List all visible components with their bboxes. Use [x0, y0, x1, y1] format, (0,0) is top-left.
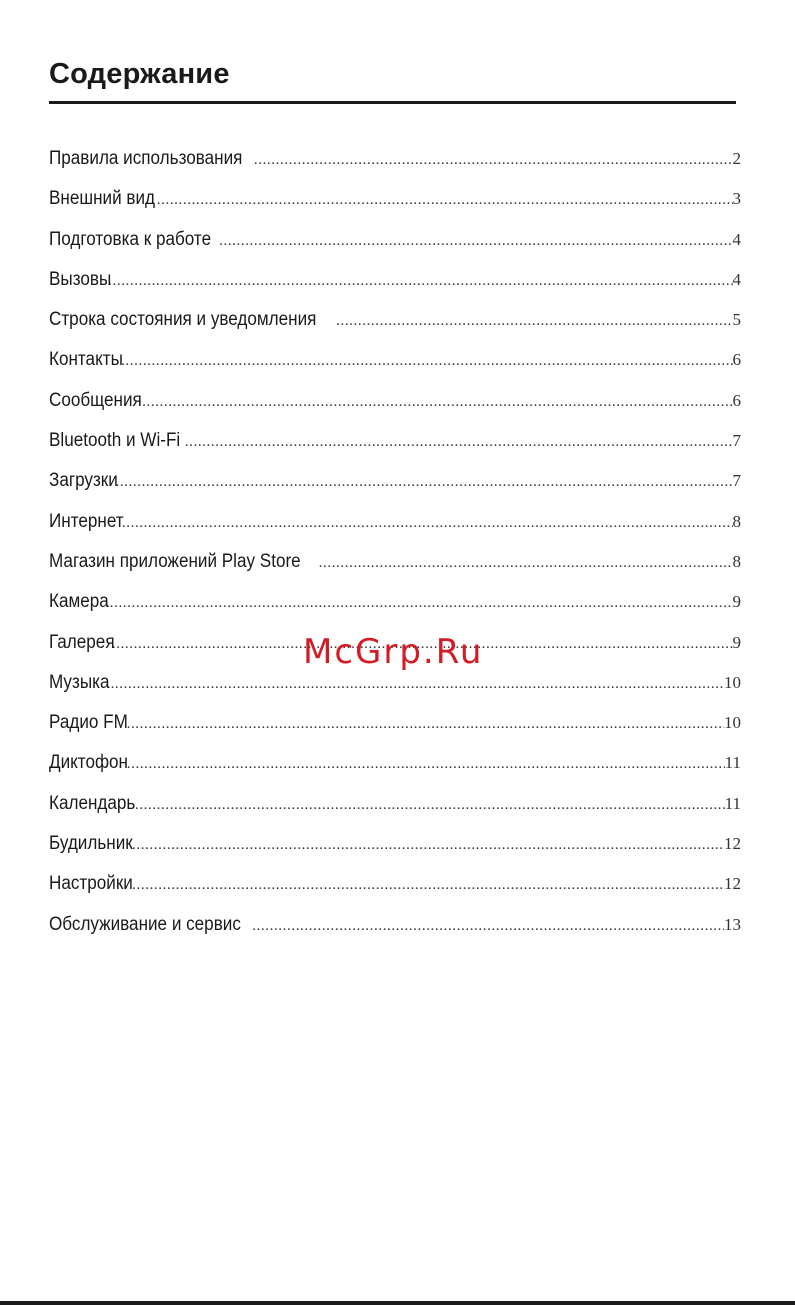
- toc-entry-label: Календарь: [49, 792, 136, 814]
- toc-entry[interactable]: [49, 747, 741, 787]
- toc-entry-label: Сообщения: [49, 389, 142, 411]
- toc-entry-label: Музыка: [49, 671, 110, 693]
- toc-entry-label: Радио FM: [49, 712, 128, 734]
- toc-entry[interactable]: [49, 143, 741, 183]
- bottom-border: [0, 1301, 795, 1305]
- toc-entry-label: Bluetooth и Wi-Fi: [49, 430, 181, 452]
- toc-dot-leader: [132, 829, 724, 861]
- toc-entry[interactable]: [49, 224, 741, 264]
- toc-dot-leader: [252, 910, 724, 942]
- toc-entry-label: Интернет: [49, 510, 124, 532]
- toc-entry-page: 4: [732, 269, 741, 289]
- toc-entry-label: Галерея: [49, 631, 115, 653]
- toc-entry-page: 4: [732, 229, 741, 249]
- toc-dot-leader: [254, 144, 733, 176]
- toc-dot-leader: [132, 869, 724, 901]
- toc-entry[interactable]: [49, 425, 741, 465]
- toc-entry-page: 9: [732, 632, 741, 652]
- toc-dot-leader: [135, 789, 725, 821]
- toc-entry-label: Диктофон: [49, 752, 128, 774]
- toc-entry[interactable]: [49, 788, 741, 828]
- toc-dot-leader: [121, 345, 732, 377]
- toc-entry-label: Правила использования: [49, 148, 243, 169]
- toc-dot-leader: [108, 265, 732, 297]
- toc-entry-page: 7: [732, 431, 741, 451]
- toc-entry-label: Будильник: [49, 833, 133, 855]
- toc-entry[interactable]: [49, 385, 741, 425]
- toc-dot-leader: [122, 507, 733, 539]
- toc-dot-leader: [319, 547, 733, 579]
- toc-entry[interactable]: [49, 546, 741, 586]
- toc-entry-page: 5: [732, 310, 741, 330]
- toc-entry-page: 11: [724, 753, 741, 773]
- toc-entry-label: Магазин приложений Play Store: [49, 550, 301, 572]
- toc-entry-page: 8: [732, 511, 741, 531]
- toc-dot-leader: [185, 426, 733, 458]
- toc-entry[interactable]: [49, 909, 741, 949]
- toc-entry-label: Обслуживание и сервис: [49, 913, 241, 935]
- toc-entry-page: 9: [732, 592, 741, 612]
- toc-entry-page: 11: [724, 793, 741, 813]
- toc-dot-leader: [157, 184, 733, 216]
- toc-entry-label: Внешний вид: [49, 188, 156, 210]
- toc-entry-label: Подготовка к работе: [49, 228, 212, 250]
- toc-entry[interactable]: [49, 506, 741, 546]
- toc-entry-label: Строка состояния и уведомления: [49, 309, 317, 331]
- toc-entry[interactable]: [49, 344, 741, 384]
- toc-entry-label: Вызовы: [49, 268, 112, 290]
- toc-dot-leader: [106, 668, 724, 700]
- toc-dot-leader: [115, 466, 732, 498]
- toc-entry-page: 7: [732, 471, 741, 491]
- toc-entry[interactable]: [49, 667, 741, 707]
- toc-entry-label: Настройки: [49, 873, 133, 895]
- toc-entry-page: 12: [724, 874, 741, 894]
- toc-dot-leader: [219, 225, 732, 257]
- table-of-contents: [49, 143, 741, 949]
- toc-entry-label: Камера: [49, 591, 109, 613]
- toc-dot-leader: [127, 708, 724, 740]
- toc-entry-page: 2: [732, 149, 741, 168]
- page-title: Содержание: [49, 58, 230, 90]
- toc-entry-page: 12: [724, 834, 741, 854]
- toc-entry-page: 10: [724, 713, 741, 733]
- toc-entry[interactable]: [49, 465, 741, 505]
- toc-entry[interactable]: [49, 828, 741, 868]
- toc-entry[interactable]: [49, 586, 741, 626]
- toc-entry-page: 3: [732, 189, 741, 209]
- toc-dot-leader: [105, 587, 732, 619]
- toc-entry-label: Загрузки: [49, 470, 118, 492]
- toc-entry-page: 6: [732, 390, 741, 410]
- title-divider: [49, 101, 736, 104]
- toc-dot-leader: [336, 305, 732, 337]
- toc-entry[interactable]: [49, 264, 741, 304]
- toc-entry-page: 8: [732, 551, 741, 571]
- toc-entry[interactable]: [49, 304, 741, 344]
- toc-entry[interactable]: [49, 183, 741, 223]
- toc-dot-leader: [127, 748, 725, 780]
- toc-entry-page: 13: [724, 914, 741, 934]
- toc-entry[interactable]: [49, 707, 741, 747]
- toc-entry-page: 10: [724, 672, 741, 692]
- toc-dot-leader: [142, 386, 732, 418]
- toc-entry-label: Контакты: [49, 349, 123, 371]
- toc-entry-page: 6: [732, 350, 741, 370]
- watermark-text: McGrp.Ru: [303, 632, 484, 672]
- toc-entry[interactable]: [49, 868, 741, 908]
